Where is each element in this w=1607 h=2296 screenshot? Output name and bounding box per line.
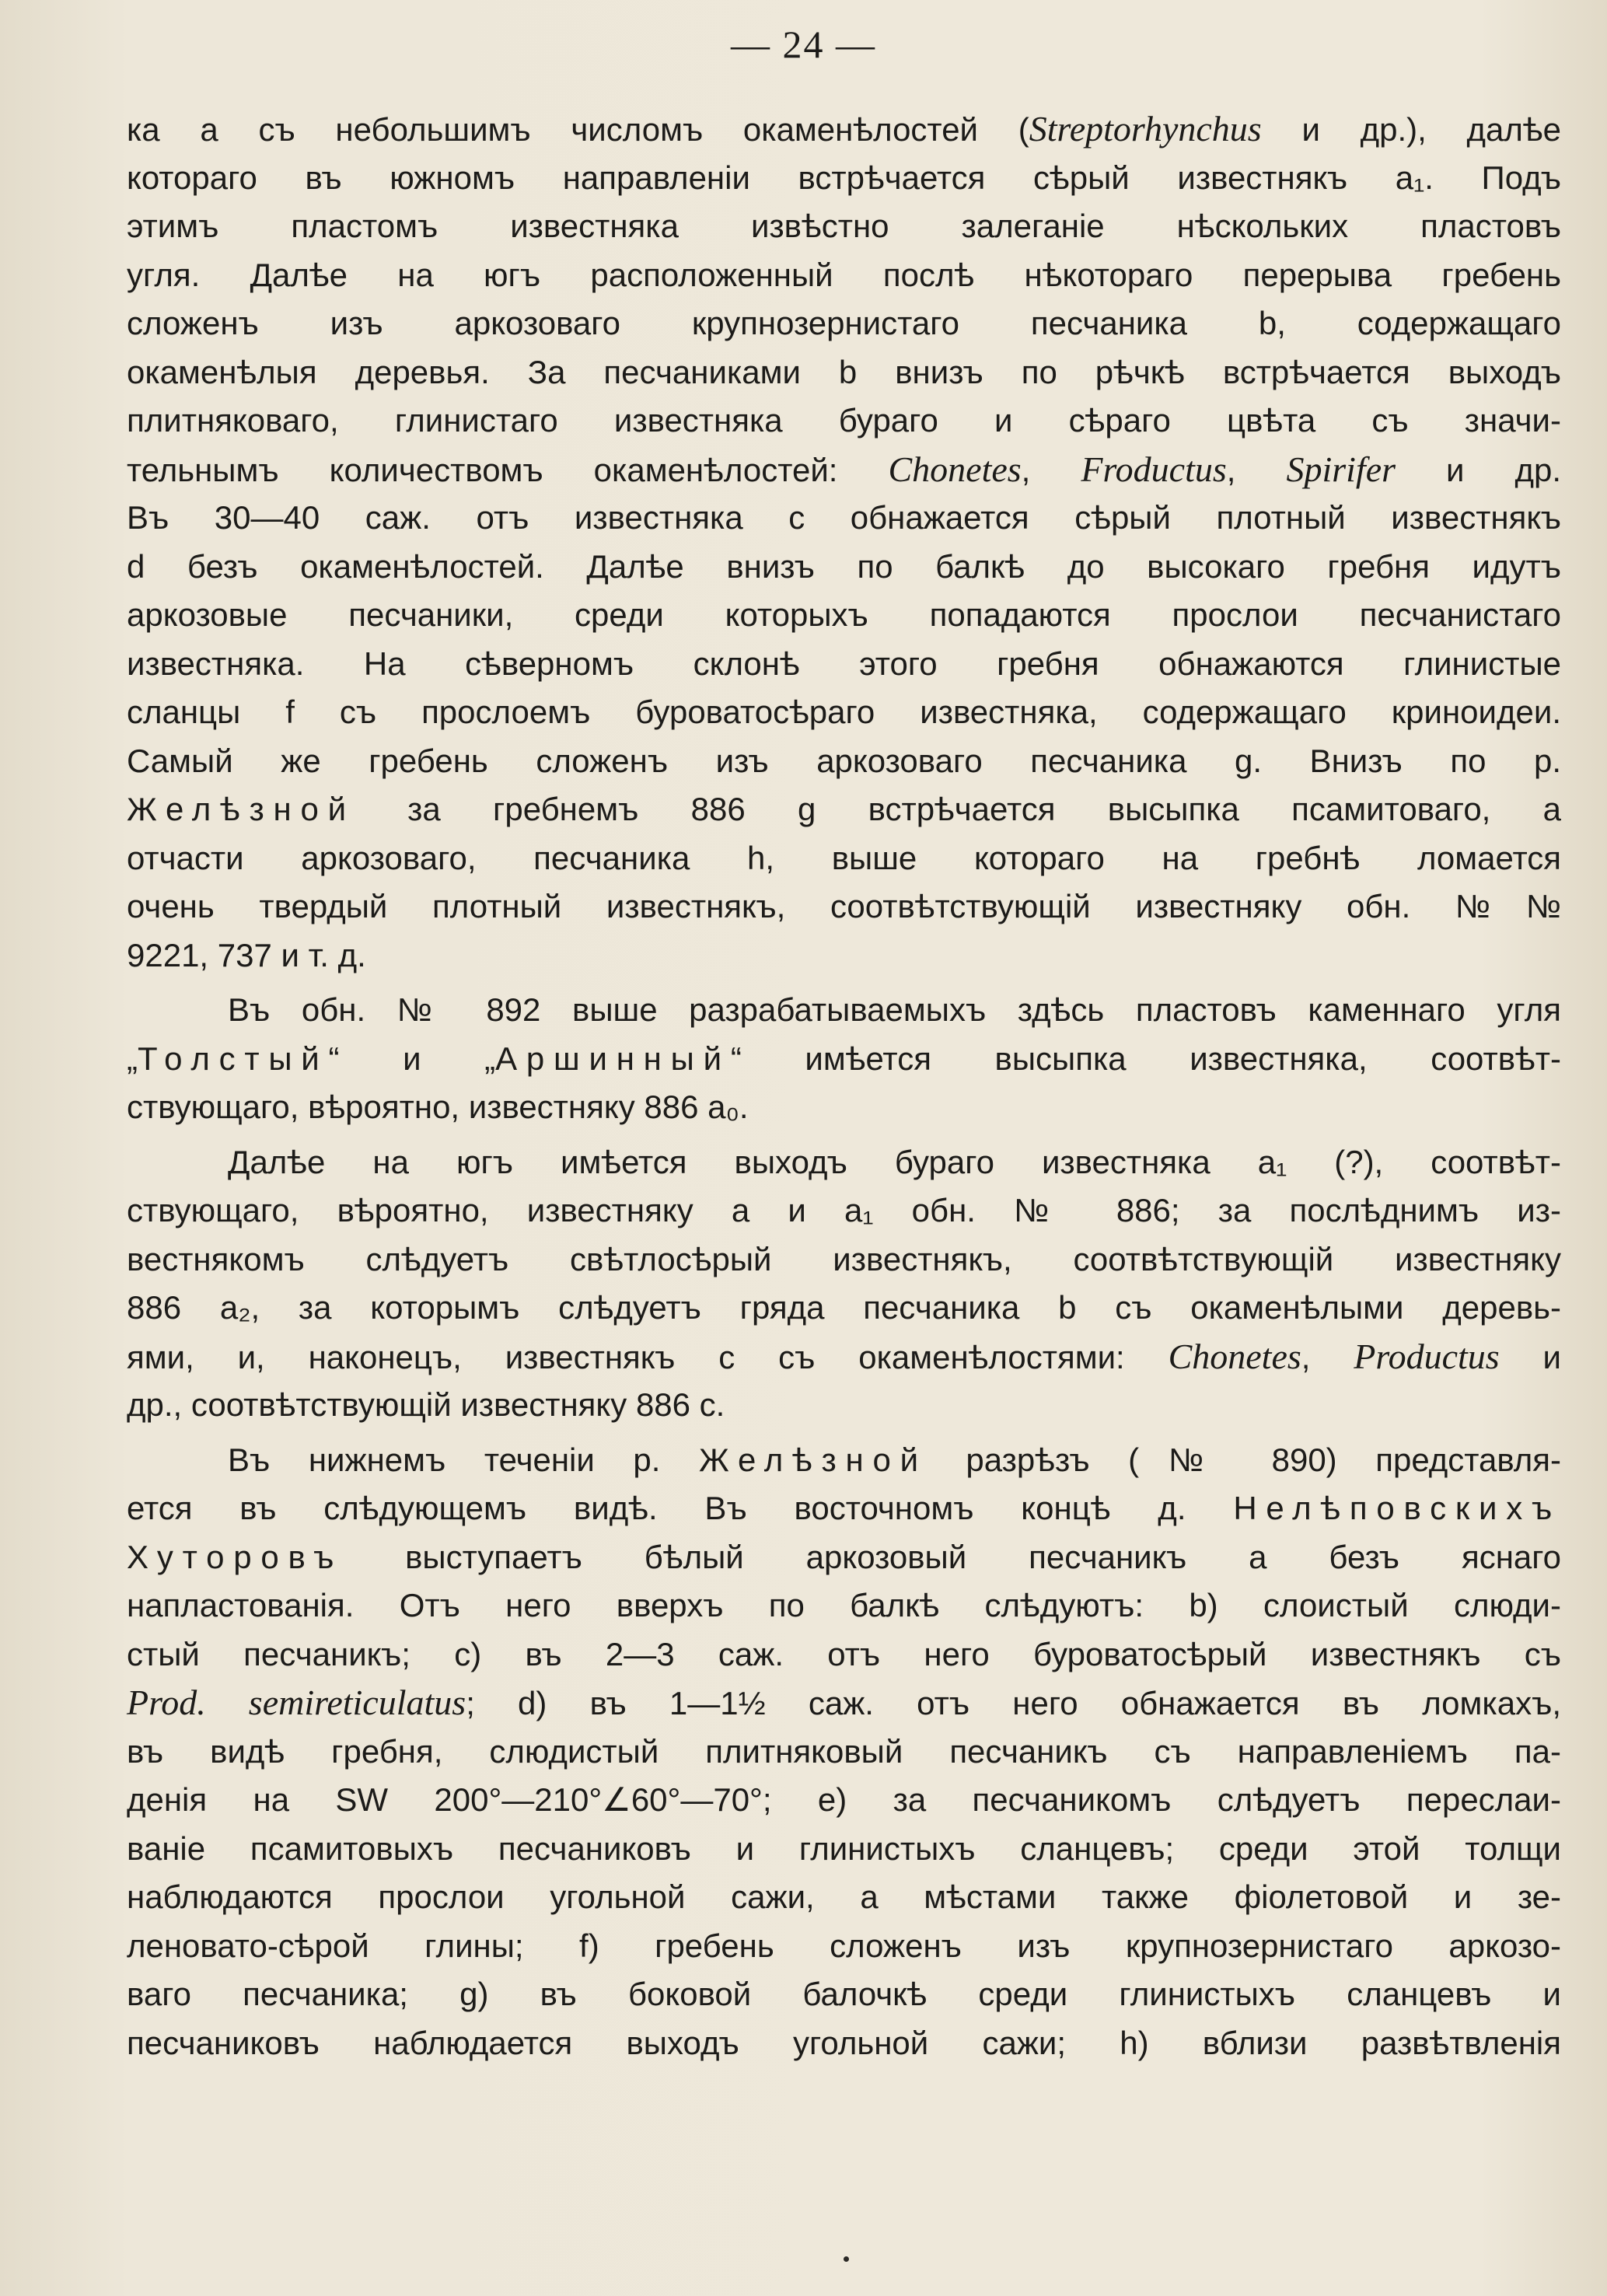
text-line: Въ нижнемъ теченіи р. Желѣзной разрѣзъ (№ 890) представля- [228, 1441, 1561, 1478]
text-line: плитняковаго, глинистаго известняка бураго и сѣраго цвѣта съ значи- [127, 402, 1561, 439]
text-line: Въ 30—40 саж. отъ известняка с обнажается сѣрый плотный известнякъ [127, 499, 1561, 536]
text-line: Въ обн. № 892 выше разрабатываемыхъ здѣсь пластовъ каменнаго угля [228, 991, 1561, 1028]
text-line: этимъ пластомъ известняка извѣстно залеганіе нѣскольких пластовъ [127, 208, 1561, 244]
text-line: очень твердый плотный известнякъ, соотвѣтствующій известняку обн. №№ [127, 888, 1561, 924]
text-line: Далѣе на югъ имѣется выходъ бураго известняка a₁ (?), соотвѣт- [228, 1143, 1561, 1180]
text-line: Самый же гребень сложенъ изъ аркозоваго песчаника g. Внизъ по р. [127, 742, 1561, 779]
taxon-name: Spirifer [1286, 449, 1396, 489]
text-line: „Толстый“ и „Аршинный“ имѣется высыпка известняка, соотвѣт- [127, 1040, 1561, 1077]
paragraph-1 [127, 105, 1561, 980]
seam-name: Аршинный [495, 1040, 731, 1077]
place-name: Желѣзной [127, 791, 355, 827]
text-line: Хуторовъ выступаетъ бѣлый аркозовый песчаникъ а безъ яснаго [127, 1538, 1561, 1575]
text-line: 9221, 737 и т. д. [127, 936, 366, 973]
text-line: 886 a₂, за которымъ слѣдуетъ гряда песчаника b съ окаменѣлыми деревь- [127, 1289, 1561, 1326]
text-line: сланцы f съ прослоемъ буроватосѣраго известняка, содержащаго криноидеи. [127, 694, 1561, 730]
text-line: отчасти аркозоваго, песчаника h, выше котораго на гребнѣ ломается [127, 839, 1561, 876]
text-line: ствующаго, вѣроятно, известняку а и a₁ обн. № 886; за послѣднимъ из- [127, 1192, 1561, 1228]
text-line: ями, и, наконецъ, известнякъ с съ окаменѣлостями: Chonetes, Productus и [127, 1336, 1561, 1376]
text-line: напластованія. Отъ него вверхъ по балкѣ слѣдуютъ: b) слоистый слюди- [127, 1587, 1561, 1623]
text-line: ваго песчаника; g) въ боковой балочкѣ среди глинистыхъ сланцевъ и [127, 1976, 1561, 2012]
place-name: Желѣзной [699, 1441, 928, 1478]
taxon-name: Productus [1354, 1336, 1500, 1376]
text-line: окаменѣлыя деревья. За песчаниками b внизъ по рѣчкѣ встрѣчается выходъ [127, 353, 1561, 390]
taxon-name: Chonetes [888, 449, 1022, 489]
place-name: Хуторовъ [127, 1538, 344, 1575]
text-line: наблюдаются прослои угольной сажи, а мѣстами также фіолетовой и зе- [127, 1878, 1561, 1915]
text-line: Prod. semireticulatus; d) въ 1—1½ саж. отъ него обнажается въ ломкахъ, [127, 1683, 1561, 1722]
paragraph-3 [127, 1138, 1561, 1430]
text-line: вестнякомъ слѣдуетъ свѣтлосѣрый известнякъ, соотвѣтствующій известняку [127, 1240, 1561, 1277]
text-line: Желѣзной за гребнемъ 886 g встрѣчается высыпка псамитоваго, а [127, 791, 1561, 827]
text-line: угля. Далѣе на югъ расположенный послѣ нѣкотораго перерыва гребень [127, 256, 1561, 293]
ink-speck [844, 2256, 849, 2262]
text-line: др., соотвѣтствующій известняку 886 с. [127, 1386, 725, 1423]
taxon-name: Chonetes [1168, 1336, 1301, 1376]
taxon-name: Streptorhynchus [1029, 109, 1262, 149]
text-line: стый песчаникъ; с) въ 2—3 саж. отъ него буроватосѣрый известнякъ съ [127, 1635, 1561, 1672]
taxon-name: Froductus [1081, 449, 1227, 489]
paragraph-4 [127, 1436, 1561, 2068]
text-line: ка а съ небольшимъ числомъ окаменѣлостей (Streptorhynchus и др.), далѣе [127, 109, 1561, 149]
text-line: известняка. На сѣверномъ склонѣ этого гребня обнажаются глинистые [127, 645, 1561, 682]
text-line: въ видѣ гребня, слюдистый плитняковый песчаникъ съ направленіемъ па- [127, 1732, 1561, 1770]
text-line: котораго въ южномъ направленіи встрѣчается сѣрый известнякъ a₁. Подъ [127, 159, 1561, 196]
text-line: ется въ слѣдующемъ видѣ. Въ восточномъ концѣ д. Нелѣповскихъ [127, 1490, 1561, 1526]
place-name: Нелѣповскихъ [1233, 1490, 1561, 1526]
seam-name: Толстый [138, 1040, 329, 1077]
text-line: ваніе псамитовыхъ песчаниковъ и глинистыхъ сланцевъ; среди этой толщи [127, 1829, 1561, 1867]
text-line: d безъ окаменѣлостей. Далѣе внизъ по балкѣ до высокаго гребня идутъ [127, 547, 1561, 585]
body-text [127, 105, 1561, 2067]
page-number: — 24 — [731, 23, 876, 66]
text-line: ствующаго, вѣроятно, известняку 886 a₀. [127, 1089, 749, 1125]
text-line: аркозовые песчаники, среди которыхъ попадаются прослои песчанистаго [127, 596, 1561, 633]
taxon-name: Prod. semireticulatus [127, 1683, 466, 1722]
text-line: леновато-сѣрой глины; f) гребень сложенъ изъ крупнозернистаго аркозо- [127, 1927, 1561, 1964]
text-line: сложенъ изъ аркозоваго крупнозернистаго песчаника b, содержащаго [127, 305, 1561, 341]
text-line: песчаниковъ наблюдается выходъ угольной сажи; h) вблизи развѣтвленія [127, 2024, 1561, 2061]
text-line: денія на SW 200°—210°∠60°—70°; е) за песчаникомъ слѣдуетъ переслаи- [127, 1781, 1561, 1818]
text-line: тельнымъ количествомъ окаменѣлостей: Chonetes, Froductus, Spirifer и др. [127, 449, 1562, 489]
paragraph-2 [127, 986, 1561, 1132]
